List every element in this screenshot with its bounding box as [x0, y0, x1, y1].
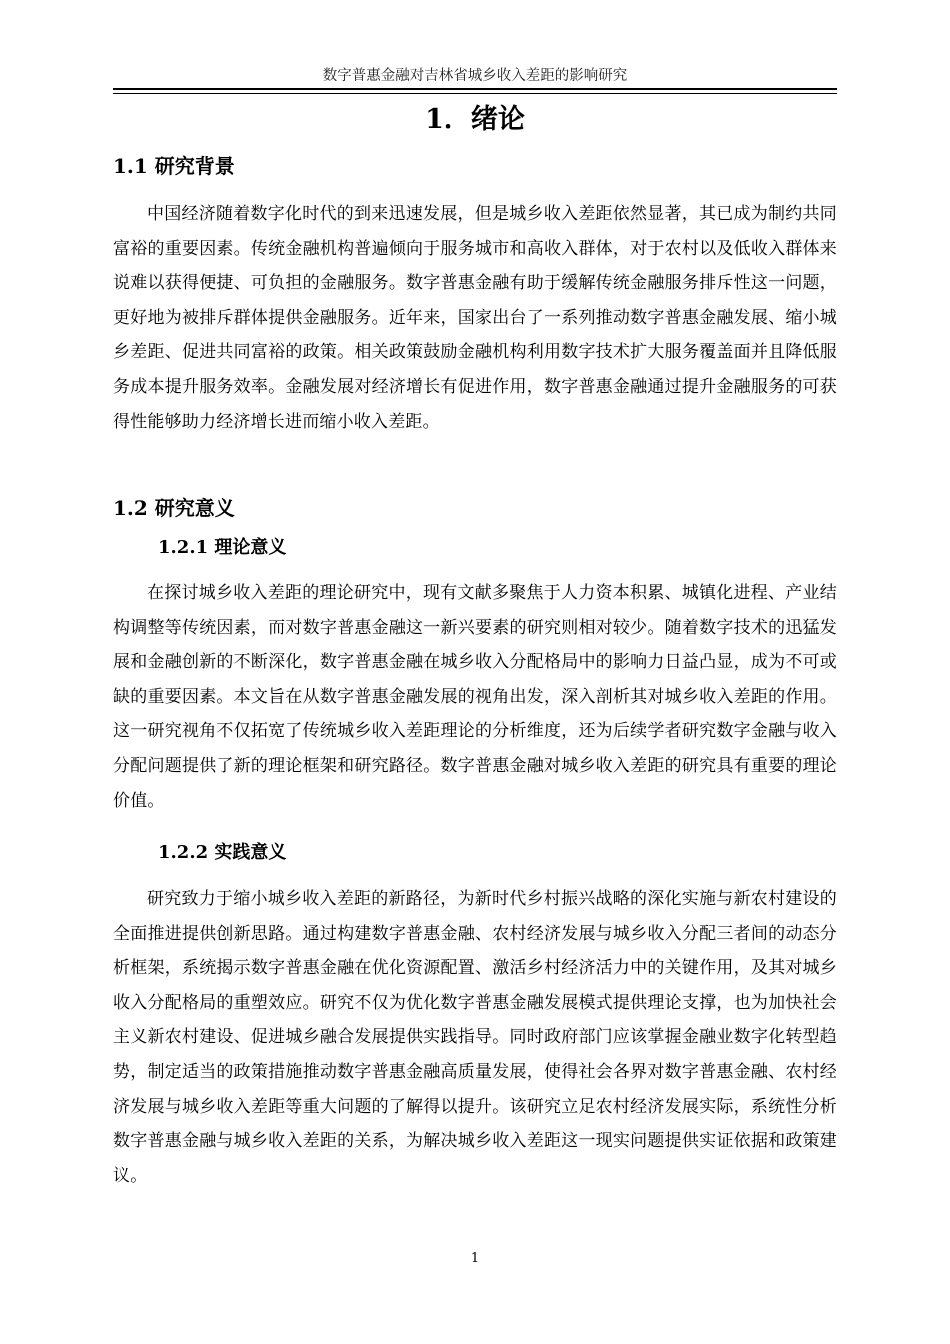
header-rule-thick	[113, 88, 837, 90]
running-header: 数字普惠金融对吉林省城乡收入差距的影响研究	[322, 68, 628, 84]
section-heading-1-2-1: 1.2.1 理论意义	[158, 537, 287, 558]
section-1-2-2-paragraph: 研究致力于缩小城乡收入差距的新路径，为新时代乡村振兴战略的深化实施与新农村建设的全面推进提供创新思路。通过构建数字普惠金融、农村经济发展与城乡收入分配三者间的动态分析框架，系统揭示数字普惠金融在优化资源配置、激活乡村经济活力中的关键作用，及其对城乡收入分配格局的重塑效应。研究不仅为优化数字普惠金融发展模式提供理论支撑，也为加快社会主义新农村建设、促进城乡融合发展提供实践指导。同时政府部门应该掌握金融业数字化转型趋势，制定适当的政策措施推动数字普惠金融高质量发展，使得社会各界对数字普惠金融、农村经济发展与城乡收入差距等重大问题的了解得以提升。该研究立足农村经济发展实际，系统性分析数字普惠金融与城乡收入差距的关系，为解决城乡收入差距这一现实问题提供实证依据和政策建议。	[113, 889, 837, 1186]
page-number: 1	[470, 1251, 480, 1266]
section-1-1-paragraph: 中国经济随着数字化时代的到来迅速发展，但是城乡收入差距依然显著，其已成为制约共同富裕的重要因素。传统金融机构普遍倾向于服务城市和高收入群体，对于农村以及低收入群体来说难以获得便捷、可负担的金融服务。数字普惠金融有助于缓解传统金融服务排斥性这一问题，更好地为被排斥群体提供金融服务。近年来，国家出台了一系列推动数字普惠金融发展、缩小城乡差距、促进共同富裕的政策。相关政策鼓励金融机构利用数字技术扩大服务覆盖面并且降低服务成本提升服务效率。金融发展对经济增长有促进作用，数字普惠金融通过提升金融服务的可获得性能够助力经济增长进而缩小收入差距。	[113, 204, 837, 432]
section-heading-1-1: 1.1 研究背景	[113, 154, 235, 178]
header-rule-thin	[113, 93, 837, 94]
section-1-2-1-paragraph: 在探讨城乡收入差距的理论研究中，现有文献多聚焦于人力资本积累、城镇化进程、产业结构调整等传统因素，而对数字普惠金融这一新兴要素的研究则相对较少。随着数字技术的迅猛发展和金融创新的不断深化，数字普惠金融在城乡收入分配格局中的影响力日益凸显，成为不可或缺的重要因素。本文旨在从数字普惠金融发展的视角出发，深入剖析其对城乡收入差距的作用。这一研究视角不仅拓宽了传统城乡收入差距理论的分析维度，还为后续学者研究数字金融与收入分配问题提供了新的理论框架和研究路径。数字普惠金融对城乡收入差距的研究具有重要的理论价值。	[113, 583, 837, 811]
chapter-title: 1．绪论	[425, 104, 525, 135]
section-heading-1-2: 1.2 研究意义	[113, 496, 235, 520]
section-heading-1-2-2: 1.2.2 实践意义	[158, 842, 287, 863]
